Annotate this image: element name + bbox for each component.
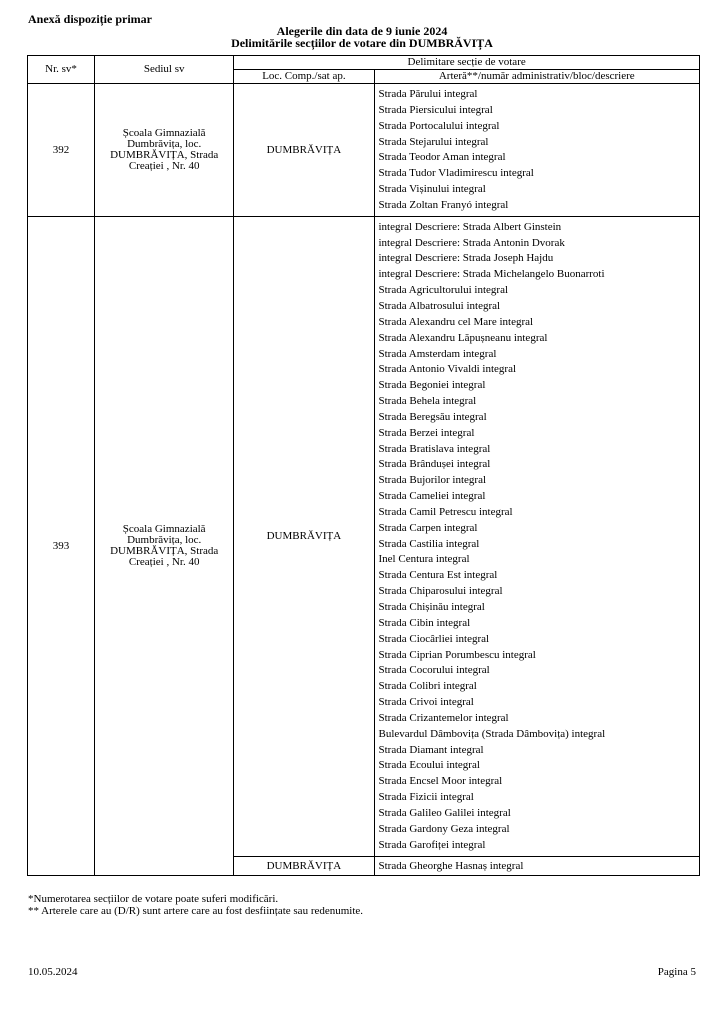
address-line: Școala Gimnazială xyxy=(122,522,206,535)
header-sediu: Sediul sv xyxy=(95,56,234,84)
document-title: Alegerile din data de 9 iunie 2024 xyxy=(276,24,448,38)
street-item: Strada Cibin integral xyxy=(378,616,471,629)
street-item: Strada Vișinului integral xyxy=(378,183,486,196)
section-address xyxy=(95,216,234,875)
street-item: Strada Ecoului integral xyxy=(378,759,480,772)
footer-date: 10.05.2024 xyxy=(28,966,78,978)
street-item: Strada Alexandru Lăpușneanu integral xyxy=(378,331,548,344)
street-item: Strada Fizicii integral xyxy=(378,791,474,804)
footer-page-number: Pagina 5 xyxy=(657,966,696,978)
header-delimitare: Delimitare secție de votare xyxy=(234,56,700,70)
street-item: Strada Stejarului integral xyxy=(378,135,489,148)
street-item: Strada Chișinău integral xyxy=(378,601,485,613)
section-address xyxy=(95,84,234,217)
street-item: Strada Ciocârliei integral xyxy=(378,632,490,645)
footnote-arteries: ** Arterele care au (D/R) sunt artere care au fost desființate sau redenumite. xyxy=(28,905,364,917)
street-item: Strada Galileo Galilei integral xyxy=(378,806,511,819)
street-item: Strada Alexandru cel Mare integral xyxy=(378,315,534,328)
street-item: Strada Brândușei integral xyxy=(378,458,491,471)
locality: DUMBRĂVIȚA xyxy=(234,216,374,856)
street-item: Strada Carpen integral xyxy=(378,521,478,534)
document-subtitle: Delimitările secțiilor de votare din DUMBRĂVIȚA xyxy=(231,36,493,50)
address-line: DUMBRĂVIȚA, Strada xyxy=(110,544,219,557)
sections-table xyxy=(27,55,700,876)
street-item: Strada Albatrosului integral xyxy=(378,299,501,312)
street-item: Inel Centura integral xyxy=(378,553,470,566)
street-item: integral Descriere: Strada Antonin Dvorak xyxy=(378,236,565,249)
address-line: Creației , Nr. 40 xyxy=(128,555,200,568)
street-item: Strada Diamant integral xyxy=(378,743,484,756)
street-item: integral Descriere: Strada Michelangelo Buonarroti xyxy=(378,268,605,281)
street-item: integral Descriere: Strada Joseph Hajdu xyxy=(378,252,554,265)
street-item: Strada Centura Est integral xyxy=(378,569,498,582)
header-nr: Nr. sv* xyxy=(28,56,95,84)
street-item: Strada Begoniei integral xyxy=(378,379,486,392)
street-item: Strada Garofiței integral xyxy=(378,838,486,851)
street-item: Strada Antonio Vivaldi integral xyxy=(378,363,517,376)
street-item: Strada Portocalului integral xyxy=(378,119,500,132)
street-item: Strada Agricultorului integral xyxy=(378,284,509,297)
street-item: Strada Beregsău integral xyxy=(378,410,487,423)
street-item: Strada Gheorghe Hasnaș integral xyxy=(374,856,700,875)
section-number: 392 xyxy=(28,84,95,217)
annex-label: Anexă dispoziție primar xyxy=(28,12,152,26)
street-item: Strada Camil Petrescu integral xyxy=(378,505,513,518)
footnote-numbering: *Numerotarea secțiilor de votare poate suferi modificări. xyxy=(28,893,279,905)
address-line: Dumbrăvița, loc. xyxy=(127,533,202,546)
street-item: Strada Cocorului integral xyxy=(378,664,490,677)
address-line: Școala Gimnazială xyxy=(122,126,206,139)
street-item: Strada Teodor Aman integral xyxy=(378,151,506,164)
street-item: Strada Părului integral xyxy=(378,88,478,100)
street-item: Strada Cameliei integral xyxy=(378,490,486,503)
street-item: Strada Crizantemelor integral xyxy=(378,711,509,724)
street-item: Strada Behela integral xyxy=(378,395,477,408)
street-item: Strada Encsel Moor integral xyxy=(378,775,503,788)
street-item: Strada Piersicului integral xyxy=(378,103,493,116)
street-item: Strada Bratislava integral xyxy=(378,442,491,455)
locality: DUMBRĂVIȚA xyxy=(234,856,374,875)
street-list xyxy=(374,84,700,217)
street-item: Strada Zoltan Franyó integral xyxy=(378,198,509,211)
street-item: Strada Amsterdam integral xyxy=(378,347,497,360)
street-item: Strada Castilia integral xyxy=(378,537,480,550)
table-row xyxy=(28,84,700,217)
street-item: Strada Chiparosului integral xyxy=(378,585,503,598)
street-item: Strada Colibri integral xyxy=(378,680,477,693)
street-item: Bulevardul Dâmbovița (Strada Dâmbovița) integral xyxy=(378,727,606,740)
street-list xyxy=(374,216,700,856)
street-item: Strada Berzei integral xyxy=(378,426,475,439)
street-item: Strada Bujorilor integral xyxy=(378,474,487,487)
address-line: Creației , Nr. 40 xyxy=(128,159,200,172)
street-item: Strada Tudor Vladimirescu integral xyxy=(378,167,534,180)
street-item: Strada Crivoi integral xyxy=(378,696,474,709)
header-artera: Arteră**/număr administrativ/bloc/descriere xyxy=(374,70,700,84)
section-number: 393 xyxy=(28,216,95,875)
street-item: integral Descriere: Strada Albert Ginstein xyxy=(378,220,562,233)
street-item: Strada Gardony Geza integral xyxy=(378,822,510,835)
street-item: Strada Ciprian Porumbescu integral xyxy=(378,648,536,661)
locality: DUMBRĂVIȚA xyxy=(234,84,374,217)
address-line: Dumbrăvița, loc. xyxy=(127,137,202,150)
header-loc: Loc. Comp./sat ap. xyxy=(234,70,374,84)
table-row xyxy=(28,216,700,856)
address-line: DUMBRĂVIȚA, Strada xyxy=(110,148,219,161)
